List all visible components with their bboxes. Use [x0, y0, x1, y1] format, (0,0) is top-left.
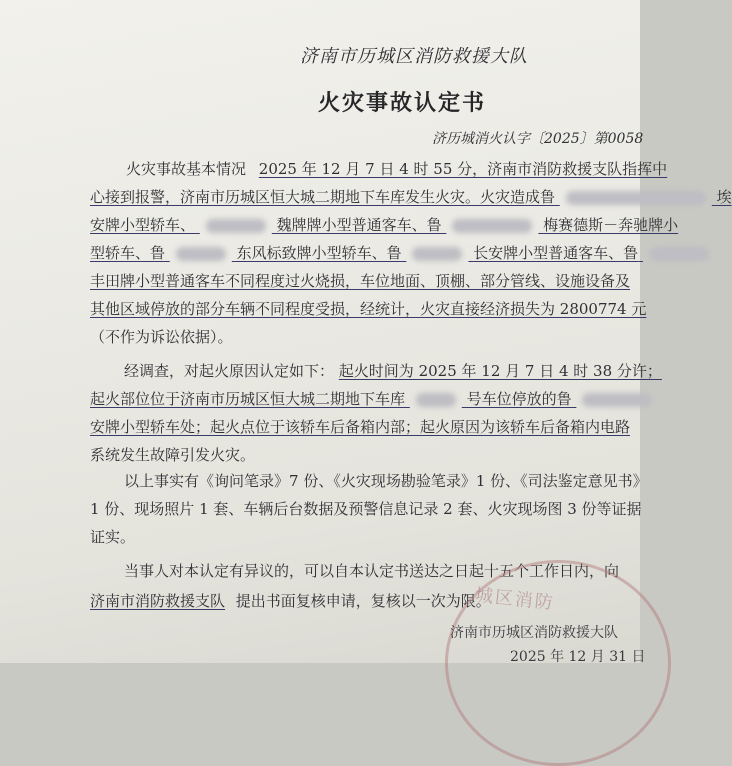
para3-line3: 证实。 [90, 528, 136, 546]
para3-line1: 以上事实有《询问笔录》7 份、《火灾现场勘验笔录》1 份、《司法鉴定意见书》 [124, 472, 648, 490]
redacted-plate [176, 247, 226, 261]
redacted-plate [582, 393, 652, 407]
redacted-plate [206, 219, 266, 233]
review-instructions: 提出书面复核申请，复核以一次为限。 [235, 592, 491, 610]
document-title: 火灾事故认定书 [318, 90, 487, 116]
vehicle-2: 魏牌牌小型普通客车、鲁 [276, 216, 442, 234]
para1-line6: 其他区域停放的部分车辆不同程度受损，经统计，火灾直接经济损失为 2800774 元 [90, 300, 647, 318]
report-time-text: 2025 年 12 月 7 日 4 时 55 分，济南市消防救援支队指挥中 [258, 160, 668, 178]
ignition-time: 起火时间为 2025 年 12 月 7 日 4 时 38 分许； [338, 362, 662, 380]
para4-line1: 当事人对本认定有异议的，可以自本认定书送达之日起十五个工作日内，向 [124, 562, 620, 580]
vehicle-1: 安牌小型轿车、 [90, 216, 196, 234]
para2-line3: 安牌小型轿车处；起火点位于该轿车后备箱内部；起火原因为该轿车后备箱内电路 [90, 418, 631, 436]
para1-line1 [126, 158, 667, 186]
redacted-plate [566, 191, 706, 205]
para2-line1 [124, 360, 662, 388]
redacted-plate [412, 247, 462, 261]
para2-line4: 系统发生故障引发火灾。 [90, 446, 256, 464]
para1-line2-tail: 埃 [716, 188, 732, 206]
vehicle-4: 东风标致牌小型轿车、鲁 [236, 244, 402, 262]
vehicle-3-cont: 型轿车、鲁 [90, 244, 166, 262]
cause-intro: 经调查，对起火原因认定如下： [124, 362, 335, 380]
ignition-vehicle: 号车位停放的鲁 [466, 390, 572, 408]
review-authority: 济南市消防救援支队 [90, 592, 226, 610]
redacted-plate [649, 247, 709, 261]
redacted-plate [452, 219, 532, 233]
vehicle-5: 长安牌小型普通客车、鲁 [473, 244, 639, 262]
para3-line2: 1 份、现场照片 1 套、车辆后台数据及预警信息记录 2 套、火灾现场图 3 份等证据 [90, 500, 642, 518]
signature-date: 2025 年 12 月 31 日 [510, 649, 646, 665]
para1-line4 [90, 242, 715, 270]
para1-line2 [90, 186, 732, 214]
signature-org: 济南市历城区消防救援大队 [450, 625, 618, 641]
seal-text: 城区消防 [473, 584, 556, 615]
ignition-location: 起火部位位于济南市历城区恒大城二期地下车库 [90, 390, 406, 408]
vehicle-3: 梅赛德斯－奔驰牌小 [543, 216, 679, 234]
para4-line2 [90, 590, 491, 618]
para1-line7: （不作为诉讼依据）。 [90, 328, 233, 346]
para1-line5: 丰田牌小型普通客车不同程度过火烧损，车位地面、顶棚、部分管线、设施设备及 [90, 272, 631, 290]
document-number: 济历城消火认字〔2025〕第0058 [432, 131, 644, 147]
redacted-space-number [416, 393, 456, 407]
issuing-organization: 济南市历城区消防救援大队 [300, 46, 528, 67]
section-label-basic: 火灾事故基本情况 [126, 160, 247, 178]
para1-line3 [90, 214, 678, 242]
para1-line2-text: 心接到报警，济南市历城区恒大城二期地下车库发生火灾。火灾造成鲁 [90, 188, 556, 206]
para2-line2 [90, 388, 658, 416]
